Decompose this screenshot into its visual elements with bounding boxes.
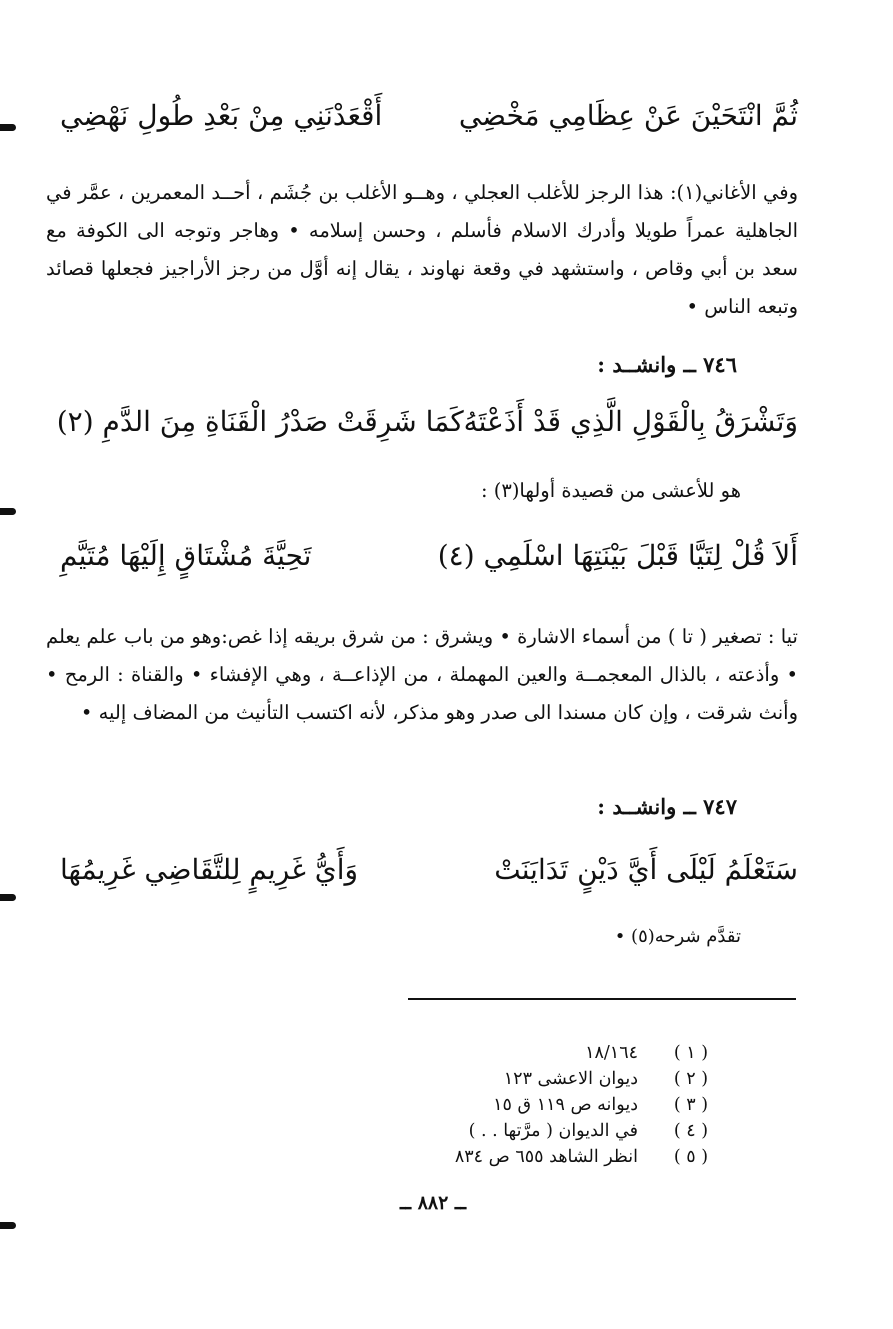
intro-746: هو للأعشى من قصيدة أولها(٣) :: [480, 479, 741, 502]
footnotes: [360, 1040, 722, 1170]
footnote-item: [360, 1040, 722, 1066]
verse-746-opening-left: تَحِيَّةَ مُشْتَاقٍ إِلَيْهَا مُتَيَّمِ: [60, 539, 312, 572]
verse-top-hemistich-right: ثُمَّ انْتَحَيْنَ عَنْ عِظَامِي مَخْضِي: [458, 99, 798, 132]
paragraph-explanation: تيا : تصغير ( تا ) من أسماء الاشارة • ويشرق : من شرق بريقه إذا غص:وهو من باب علم يعلم • وأذعته ، بالذال المعجمــة والعين المهملة ، من الإذاعــة ، وهي الإفشاء • والقناة : الرمح • وأنث شرقت ، وإن كان مسندا الى صدر وهو مذكر، لأنه اكتسب التأنيث من المضاف إليه •: [46, 625, 798, 724]
footnote-text: انظر الشاهد ٦٥٥ ص ٨٣٤: [454, 1147, 638, 1167]
verse-746-hemistich-right: وَتَشْرَقُ بِالْقَوْلِ الَّذِي قَدْ أَذَعْتَهُ: [463, 405, 798, 438]
binding-mark: [0, 508, 16, 515]
footnote-separator: [408, 998, 796, 1000]
footnote-item: [360, 1092, 722, 1118]
verse-747: [60, 850, 798, 890]
verse-746: [56, 402, 798, 442]
footnote-text: ١٨/١٦٤: [585, 1043, 638, 1063]
verse-top: [60, 96, 798, 136]
footnote-number: ( ٥ ): [673, 1147, 709, 1167]
note-747: تقدَّم شرحه(٥) •: [614, 926, 741, 947]
footnote-item: [360, 1066, 722, 1092]
heading-746: ٧٤٦ ــ وانشــد :: [597, 352, 737, 377]
heading-747: ٧٤٧ ــ وانشــد :: [597, 794, 737, 819]
footnote-text: ديوانه ص ١١٩ ق ١٥: [493, 1095, 638, 1115]
footnote-text: ديوان الاعشى ١٢٣: [503, 1069, 638, 1089]
binding-mark: [0, 894, 16, 901]
footnote-item: [360, 1118, 722, 1144]
footnote-number: ( ١ ): [673, 1043, 709, 1063]
page-number: ــ ٨٨٢ ــ: [399, 1192, 467, 1214]
footnote-number: ( ٤ ): [673, 1121, 709, 1141]
verse-746-opening: [60, 536, 798, 576]
verse-746-opening-right: أَلاَ قُلْ لِتَيَّا قَبْلَ بَيْنَتِهَا اسْلَمِي (٤): [437, 539, 798, 572]
footnote-text: في الديوان ( مرَّتها . . ): [468, 1121, 638, 1141]
binding-mark: [0, 124, 16, 131]
footnote-number: ( ٣ ): [673, 1095, 709, 1115]
verse-747-hemistich-left: وَأَيُّ غَرِيمٍ لِلتَّقَاضِي غَرِيمُهَا: [60, 853, 359, 886]
footnote-item: [360, 1144, 722, 1170]
binding-mark: [0, 1222, 16, 1229]
footnote-number: ( ٢ ): [673, 1069, 709, 1089]
verse-746-hemistich-left: كَمَا شَرِقَتْ صَدْرُ الْقَنَاةِ مِنَ الدَّمِ (٢): [56, 405, 464, 438]
verse-747-hemistich-right: سَتَعْلَمُ لَيْلَى أَيَّ دَيْنٍ تَدَايَنَتْ: [494, 853, 798, 886]
verse-top-hemistich-left: أَقْعَدْنَنِي مِنْ بَعْدِ طُولِ نَهْضِي: [60, 99, 383, 132]
paragraph-aghani: وفي الأغاني(١): هذا الرجز للأغلب العجلي ، وهــو الأغلب بن جُشَم ، أحــد المعمرين ، عمَّر في الجاهلية عمراً طويلا وأدرك الاسلام فأسلم ، وحسن إسلامه • وهاجر وتوجه الى الكوفة مع سعد بن أبي وقاص ، واستشهد في وقعة نهاوند ، يقال إنه أوَّل من رجز الأراجيز فجعلها قصائد وتبعه الناس •: [46, 181, 799, 318]
